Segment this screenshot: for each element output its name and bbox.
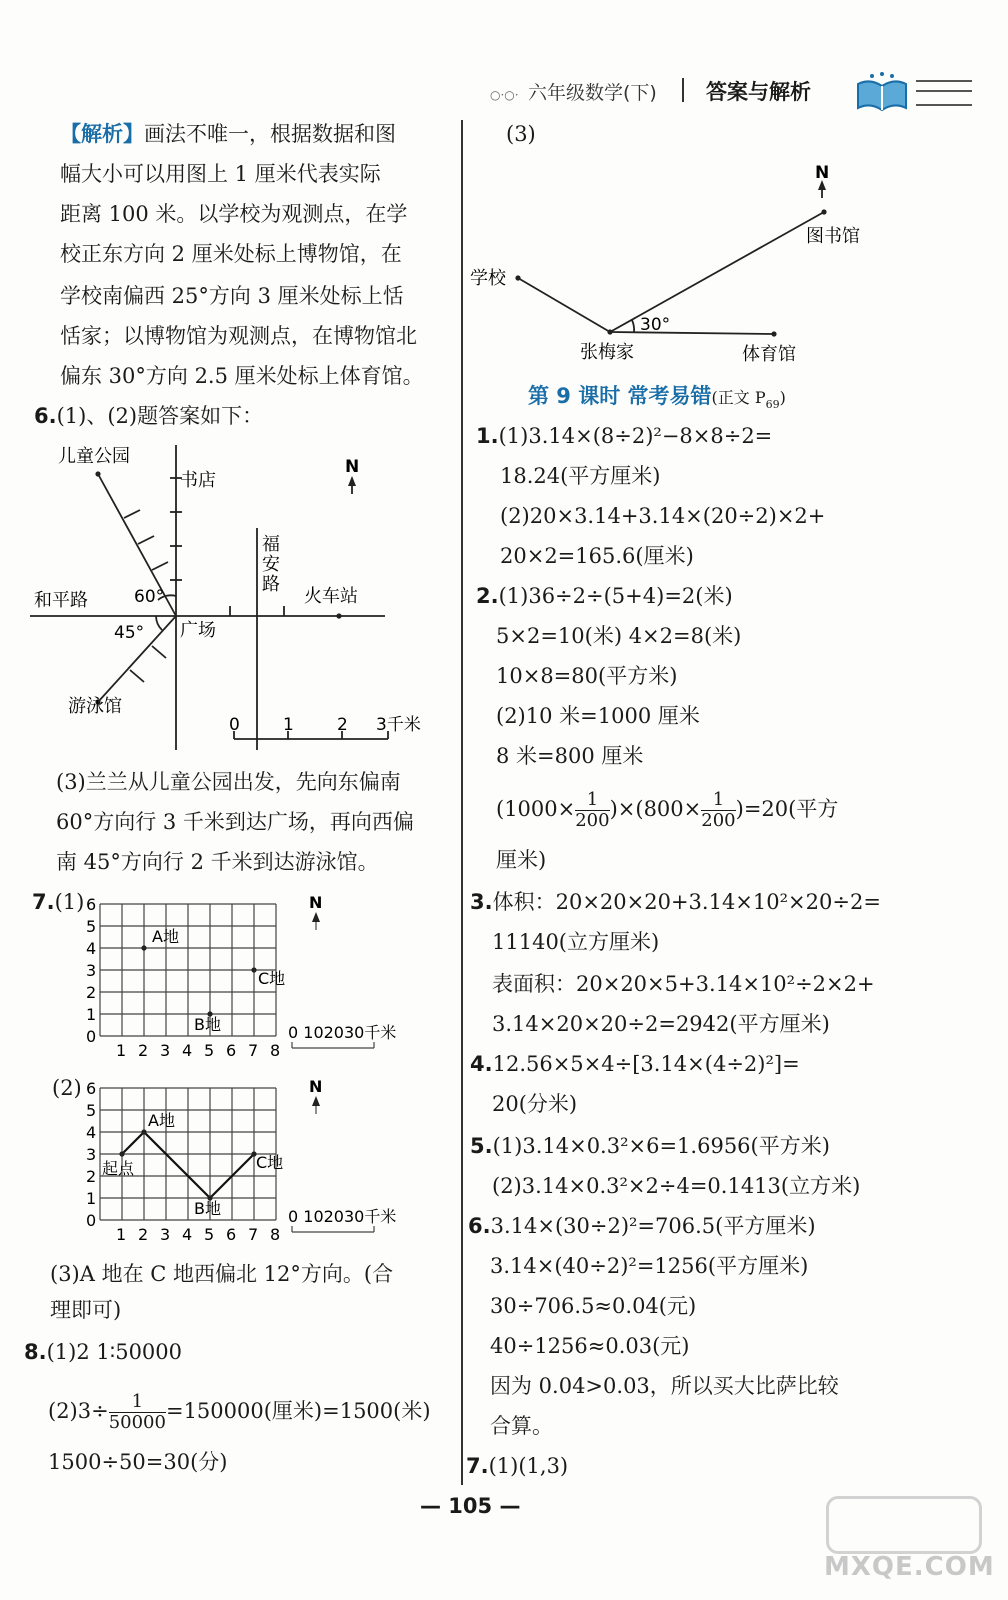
q8-2: (2)3÷ $\frac{1}{50000}$ =150000(厘米)=1500(米) [48,1391,431,1433]
grid-1 [82,892,422,1060]
map1-bookstore: 书店 [180,470,216,491]
g1-y3: 3 [86,961,97,980]
r-q6-line-3: 30÷706.5≈0.04(元) [490,1294,697,1318]
g1-c-label: C地 [258,969,286,988]
watermark: MXQE.COM [824,1552,995,1582]
q6-3-line-3: 南 45°方向行 2 千米到达游泳馆。 [56,850,379,874]
q6-3-line-2: 60°方向行 3 千米到达广场，再向西偏 [56,810,414,834]
q7-3-line-1: (3)A 地在 C 地西偏北 12°方向。(合 [50,1262,394,1286]
r-q1-line-1: 1.(1)3.14×(8÷2)²−8×8÷2= [476,424,773,448]
map1-scale-2: 2 [337,715,348,735]
map2-angle: 30° [640,315,671,335]
g2-scale: 0 102030千米 [288,1207,397,1226]
r-q2-last: 厘米) [496,848,547,872]
g1-x2: 2 [138,1041,149,1060]
map-parks [30,440,450,750]
map2-gym: 体育馆 [742,344,796,365]
r-q4-line-2: 20(分米) [492,1092,578,1116]
map1-fuan-2: 安 [262,554,280,575]
analysis-line-5: 学校南偏西 25°方向 3 厘米处标上恬 [60,284,404,308]
header-rule [916,80,972,106]
g2-y2: 2 [86,1167,97,1186]
r-q2-fraction-line: (1000× $\frac{1}{200}$ )×(800× $\frac{1}{200}$ )=20(平方 [496,789,839,831]
r-q6-line-2: 3.14×(40÷2)²=1256(平方厘米) [490,1254,809,1278]
q6-intro: 6.(1)、(2)题答案如下： [34,404,264,428]
r-q1-line-3: (2)20×3.14+3.14×(20÷2)×2+ [500,504,826,528]
map1-scale-3: 3千米 [376,715,421,735]
q8-fraction: $\frac{1}{50000}$ [108,1391,166,1433]
g1-x5: 5 [204,1041,215,1060]
g1-x8: 8 [270,1041,281,1060]
map-school [466,160,886,370]
r-q5-line-2: (2)3.14×0.3²×2÷4=0.1413(立方米) [492,1174,861,1198]
g2-x4: 4 [182,1225,193,1244]
g1-north: N [309,893,323,912]
map1-heping-road: 和平路 [34,590,88,611]
r-q2-line-4: (2)10 米=1000 厘米 [496,704,700,728]
g1-y2: 2 [86,983,97,1002]
g2-x2: 2 [138,1225,149,1244]
g2-north: N [309,1077,323,1096]
g2-b-label: B地 [194,1199,221,1218]
analysis-line-2: 幅大小可以用图上 1 厘米代表实际 [60,162,381,186]
r-q2-line-3: 10×8=80(平方米) [496,664,678,688]
g1-b-label: B地 [194,1015,221,1034]
g1-y5: 5 [86,917,97,936]
g1-y4: 4 [86,939,97,958]
g1-x1: 1 [116,1041,127,1060]
g2-start-label: 起点 [102,1159,135,1178]
map1-north: N [345,457,360,477]
g2-c-label: C地 [256,1153,284,1172]
q7-2-label: (2) [52,1076,82,1100]
header [480,70,1000,120]
r-q6-line-1: 6.3.14×(30÷2)²=706.5(平方厘米) [468,1214,816,1238]
g2-y1: 1 [86,1189,97,1208]
r-q2-line-5: 8 米=800 厘米 [496,744,644,768]
g1-x3: 3 [160,1041,171,1060]
g2-x7: 7 [248,1225,259,1244]
analysis-tag: 【解析】 [60,121,144,146]
map2-home: 张梅家 [580,342,634,363]
g1-y0: 0 [86,1027,97,1046]
column-divider [461,120,463,1485]
g2-y0: 0 [86,1211,97,1230]
g2-y4: 4 [86,1123,97,1142]
r-q5-line-1: 5.(1)3.14×0.3²×6=1.6956(平方米) [470,1134,830,1158]
g2-x8: 8 [270,1225,281,1244]
header-section: 答案与解析 [706,80,811,104]
g1-x4: 4 [182,1041,193,1060]
r-q3-line-4: 3.14×20×20÷2=2942(平方厘米) [492,1012,830,1036]
watermark-logo-icon [826,1496,982,1554]
map1-fuan-3: 路 [262,574,280,595]
map1-scale-1: 1 [283,715,294,735]
r-q1-line-4: 20×2=165.6(厘米) [500,544,694,568]
map1-pool: 游泳馆 [68,696,122,717]
g1-y6: 6 [86,895,97,914]
g2-y5: 5 [86,1101,97,1120]
r-q2-line-1: 2.(1)36÷2÷(5+4)=2(米) [476,584,733,608]
r-q3-line-2: 11140(立方厘米) [492,930,660,954]
grid-2 [82,1076,422,1244]
q8-1: 8.(1)2 1∶50000 [24,1340,183,1364]
g2-y3: 3 [86,1145,97,1164]
header-divider [682,78,684,102]
map2-north: N [815,163,830,183]
book-logo-icon [852,70,912,118]
map1-angle60: 60° [134,587,165,607]
g1-a-label: A地 [152,927,179,946]
g1-scale: 0 102030千米 [288,1023,397,1042]
r-q3-line-1: 3.体积：20×20×20+3.14×10²×20÷2= [470,890,881,914]
g1-x7: 7 [248,1041,259,1060]
q2-fraction-b: $\frac{1}{200}$ [701,789,736,831]
q7-3-line-2: 理即可) [50,1298,122,1322]
map1-angle45: 45° [114,623,145,643]
r-q1-line-2: 18.24(平方厘米) [500,464,661,488]
map1-park: 儿童公园 [58,446,130,467]
g2-x6: 6 [226,1225,237,1244]
map2-library: 图书馆 [806,226,860,247]
map2-school: 学校 [470,268,506,289]
g2-y6: 6 [86,1079,97,1098]
header-subject: 六年级数学(下) [528,82,657,104]
q8-3: 1500÷50=30(分) [48,1450,228,1474]
g2-x5: 5 [204,1225,215,1244]
page-number: — 105 — [420,1494,521,1518]
map1-scale-0: 0 [229,715,240,735]
r-q3-line-3: 表面积：20×20×5+3.14×10²÷2×2+ [492,972,875,996]
g2-x1: 1 [116,1225,127,1244]
map1-square: 广场 [180,620,216,641]
analysis-line-1: 【解析】画法不唯一，根据数据和图 [60,121,396,146]
analysis-line-6: 恬家；以博物馆为观测点，在博物馆北 [60,324,417,348]
right-q3-label: (3) [506,122,536,146]
r-q4-line-1: 4.12.56×5×4÷[3.14×(4÷2)²]= [470,1052,800,1076]
r-q7: 7.(1)(1,3) [466,1454,569,1478]
r-q2-line-2: 5×2=10(米) 4×2=8(米) [496,624,742,648]
r-q6-line-4: 40÷1256≈0.03(元) [490,1334,690,1358]
header-dots-icon: ○·○· [490,88,519,102]
analysis-line-7: 偏东 30°方向 2.5 厘米处标上体育馆。 [60,364,424,388]
analysis-line-4: 校正东方向 2 厘米处标上博物馆，在 [60,242,402,266]
g2-x3: 3 [160,1225,171,1244]
q2-fraction-a: $\frac{1}{200}$ [575,789,610,831]
g2-a-label: A地 [148,1111,175,1130]
q7-label: 7.(1) [32,890,85,914]
analysis-line-3: 距离 100 米。以学校为观测点，在学 [60,202,408,226]
r-q6-line-6: 合算。 [490,1414,553,1438]
g1-y1: 1 [86,1005,97,1024]
header-rule-mid [916,90,972,92]
r-q6-line-5: 因为 0.04>0.03，所以买大比萨比较 [490,1374,839,1398]
g1-x6: 6 [226,1041,237,1060]
map1-station: 火车站 [304,586,358,607]
lesson-title: 第 9 课时 常考易错(正文 $P_{69}$) [528,384,786,412]
map1-fuan-1: 福 [262,534,280,555]
q6-3-line-1: (3)兰兰从儿童公园出发，先向东偏南 [56,770,401,794]
